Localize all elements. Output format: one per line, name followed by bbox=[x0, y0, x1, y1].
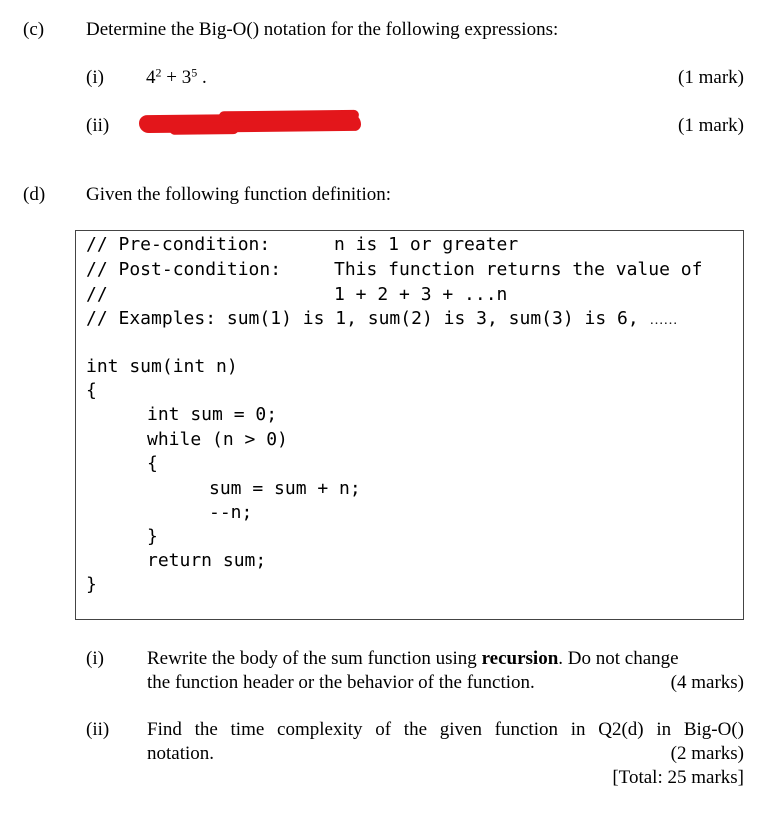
code-line-series: 1 + 2 + 3 + ...n bbox=[334, 284, 508, 305]
code-line-while: while (n > 0) bbox=[147, 429, 288, 450]
code-line-close-brace: } bbox=[86, 574, 97, 595]
code-line-while-close-brace: } bbox=[147, 526, 158, 547]
code-line-while-open-brace: { bbox=[147, 453, 158, 474]
part-c-ii-marks: (1 mark) bbox=[678, 115, 744, 136]
code-line-precondition-text: n is 1 or greater bbox=[334, 234, 519, 255]
part-d-i-text-line2: the function header or the behavior of the function. bbox=[147, 672, 535, 693]
expr-end: . bbox=[197, 67, 207, 88]
part-d-ii-text-line2: notation. bbox=[147, 743, 215, 764]
part-d-i-marks: (4 marks) bbox=[670, 672, 744, 693]
part-d-i-text-pre: Rewrite the body of the sum function using bbox=[147, 648, 482, 669]
expr-exponent-2: 5 bbox=[191, 65, 198, 80]
part-c-i-expression bbox=[146, 66, 207, 89]
code-line-signature: int sum(int n) bbox=[86, 356, 238, 377]
code-examples-text: // Examples: sum(1) is 1, sum(2) is 3, sum(3) is 6, bbox=[86, 308, 650, 329]
expr-base-2: 3 bbox=[181, 67, 192, 88]
code-line-open-brace: { bbox=[86, 380, 97, 401]
part-d-i-text-bold: recursion bbox=[481, 648, 559, 669]
expr-exponent-1: 2 bbox=[155, 65, 162, 80]
part-c-label: (c) bbox=[23, 19, 45, 40]
code-line-accumulate: sum = sum + n; bbox=[209, 478, 361, 499]
part-c-i-marks: (1 mark) bbox=[678, 67, 744, 88]
part-d-ii-label: (ii) bbox=[86, 719, 110, 740]
code-line-precondition-label: // Pre-condition: bbox=[86, 234, 271, 255]
part-d-prompt: Given the following function definition: bbox=[86, 184, 392, 205]
part-c-i-label: (i) bbox=[86, 67, 104, 88]
code-line-examples bbox=[86, 307, 678, 333]
expr-base-1: 4 bbox=[146, 67, 156, 88]
part-d-i-text-line1 bbox=[147, 647, 679, 670]
part-c-prompt: Determine the Big-O() notation for the following expressions: bbox=[86, 19, 559, 40]
part-c-ii-label: (ii) bbox=[86, 115, 110, 136]
code-line-comment-slashes: // bbox=[86, 284, 108, 305]
part-d-ii-text-line1: Find the time complexity of the given function in Q2(d) in Big-O() bbox=[147, 719, 744, 740]
part-d-i-text-post: . Do not change bbox=[558, 648, 679, 669]
part-d-i-label: (i) bbox=[86, 648, 104, 669]
part-d-label: (d) bbox=[23, 184, 46, 205]
code-line-init-sum: int sum = 0; bbox=[147, 404, 278, 425]
code-line-postcondition-text: This function returns the value of bbox=[334, 259, 703, 280]
code-line-return: return sum; bbox=[147, 550, 267, 571]
code-line-postcondition-label: // Post-condition: bbox=[86, 259, 282, 280]
total-marks: [Total: 25 marks] bbox=[612, 767, 744, 788]
code-examples-ellipsis: …… bbox=[649, 313, 678, 328]
code-line-decrement: --n; bbox=[209, 502, 253, 523]
part-d-ii-marks: (2 marks) bbox=[670, 743, 744, 764]
expr-plus: + bbox=[161, 67, 182, 88]
redaction-mark bbox=[139, 113, 361, 133]
